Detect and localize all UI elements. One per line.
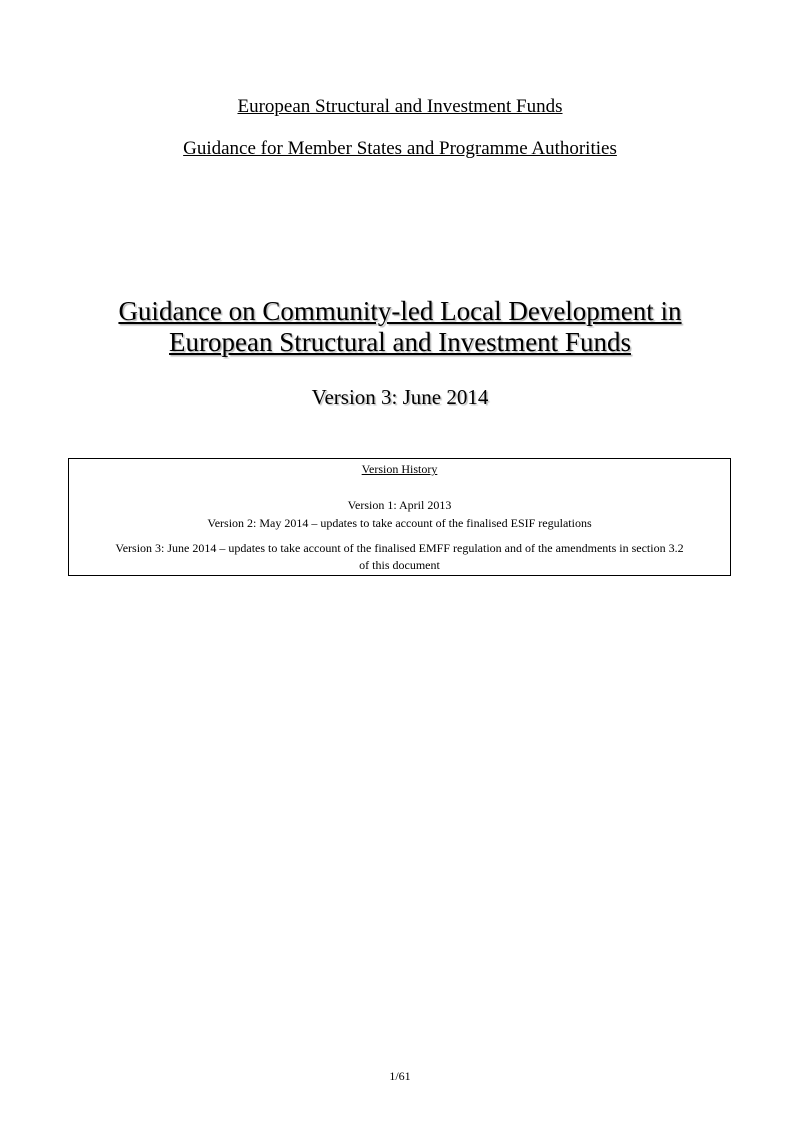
version-history-entry-3-continued: of this document	[359, 558, 440, 572]
document-title-line-2: European Structural and Investment Funds	[169, 327, 631, 357]
version-history-entry-3: Version 3: June 2014 – updates to take account of the finalised EMFF regulation and of the amendments in section 3.2	[115, 541, 684, 555]
document-version: Version 3: June 2014	[311, 385, 489, 409]
version-history-entry-1: Version 1: April 2013	[347, 498, 452, 512]
version-history-heading: Version History	[361, 462, 438, 476]
version-history-box	[68, 458, 731, 576]
document-title-line-1: Guidance on Community-led Local Development in	[118, 296, 682, 326]
version-history-entry-2: Version 2: May 2014 – updates to take account of the finalised ESIF regulations	[207, 516, 592, 530]
page-number: 1/61	[389, 1069, 411, 1083]
header-programme-title: European Structural and Investment Funds	[237, 96, 563, 117]
document-title	[0, 296, 800, 358]
header-audience: Guidance for Member States and Programme Authorities	[183, 138, 617, 159]
